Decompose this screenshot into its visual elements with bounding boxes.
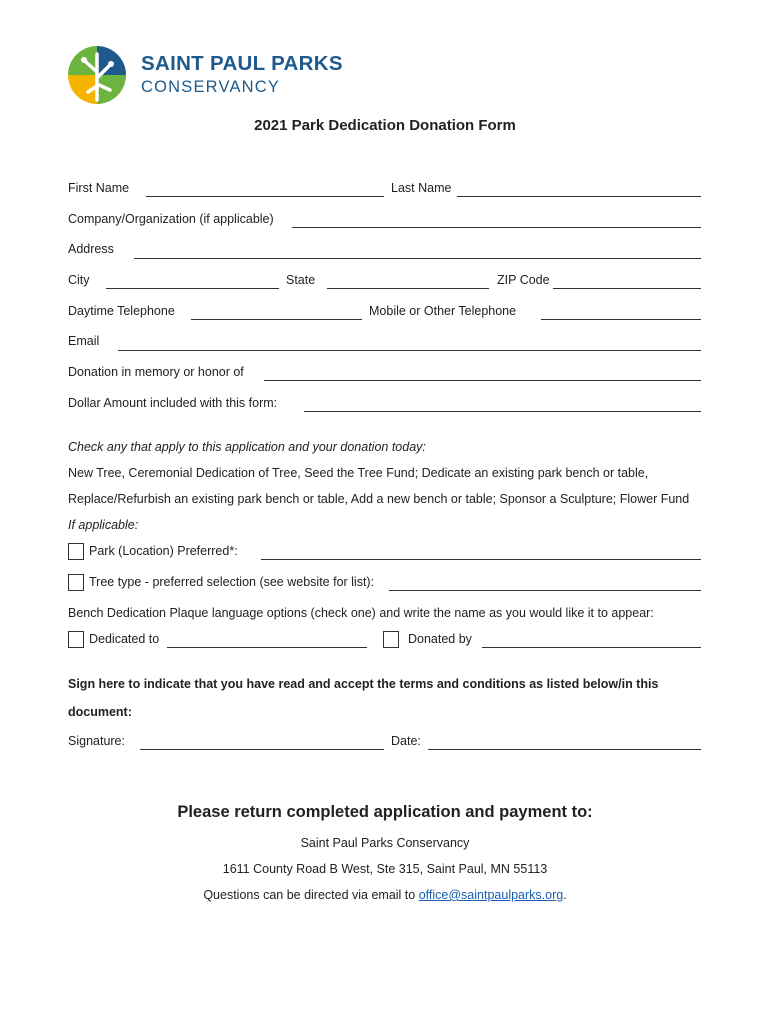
questions-suffix: . [563,888,567,902]
state-field[interactable] [327,288,489,289]
address-label: Address [68,242,114,256]
park-location-label: Park (Location) Preferred*: [89,544,238,558]
bench-plaque-instructions: Bench Dedication Plaque language options (check one) and write the name as you would like it to appear: [68,606,654,620]
org-name-line1: SAINT PAUL PARKS [141,52,343,75]
email-label: Email [68,334,100,348]
contact-email-link[interactable]: office@saintpaulparks.org [418,888,564,902]
dedicated-to-field[interactable] [167,647,367,648]
donated-by-field[interactable] [482,647,701,648]
org-name-line2: CONSERVANCY [141,78,281,96]
city-label: City [68,273,90,287]
return-heading: Please return completed application and payment to: [177,803,593,821]
options-line2: Replace/Refurbish an existing park bench or table, Add a new bench or table; Sponsor a Sculpture; Flower Fund [68,492,690,506]
questions-prefix: Questions can be directed via email to [203,888,419,902]
footer-org: Saint Paul Parks Conservancy [300,836,470,850]
footer-address: 1611 County Road B West, Ste 315, Saint Paul, MN 55113 [222,862,548,876]
last-name-field[interactable] [457,196,701,197]
signature-field[interactable] [140,749,384,750]
city-field[interactable] [106,288,279,289]
zip-label: ZIP Code [497,273,550,287]
first-name-label: First Name [68,181,130,195]
dedicated-to-checkbox[interactable] [68,631,84,648]
conservancy-logo-icon [66,44,128,106]
mobile-phone-field[interactable] [541,319,701,320]
tree-type-checkbox[interactable] [68,574,84,591]
donated-by-checkbox[interactable] [383,631,399,648]
dollar-amount-field[interactable] [304,411,701,412]
park-location-checkbox[interactable] [68,543,84,560]
check-instructions: Check any that apply to this application and your donation today: [68,440,426,454]
dollar-amount-label: Dollar Amount included with this form: [68,396,278,410]
company-field[interactable] [292,227,701,228]
address-field[interactable] [134,258,701,259]
tree-type-field[interactable] [389,590,701,591]
options-line1: New Tree, Ceremonial Dedication of Tree, Seed the Tree Fund; Dedicate an existing park bench or table, [68,466,649,480]
donation-memory-field[interactable] [264,380,701,381]
sign-instructions-line1: Sign here to indicate that you have read and accept the terms and conditions as listed below/in this [68,677,659,691]
donation-memory-label: Donation in memory or honor of [68,365,244,379]
dedicated-to-label: Dedicated to [89,632,160,646]
form-title: 2021 Park Dedication Donation Form [254,117,516,134]
park-location-field[interactable] [261,559,701,560]
state-label: State [286,273,316,287]
date-label: Date: [391,734,421,748]
mobile-phone-label: Mobile or Other Telephone [369,304,517,318]
donated-by-label: Donated by [408,632,472,646]
company-label: Company/Organization (if applicable) [68,212,274,226]
daytime-phone-field[interactable] [191,319,362,320]
tree-type-label: Tree type - preferred selection (see website for list): [89,575,375,589]
if-applicable-label: If applicable: [68,518,139,532]
email-field[interactable] [118,350,701,351]
daytime-phone-label: Daytime Telephone [68,304,175,318]
first-name-field[interactable] [146,196,384,197]
date-field[interactable] [428,749,701,750]
footer-questions [0,888,770,902]
signature-label: Signature: [68,734,125,748]
sign-instructions-line2: document: [68,705,132,719]
last-name-label: Last Name [391,181,452,195]
zip-field[interactable] [553,288,701,289]
